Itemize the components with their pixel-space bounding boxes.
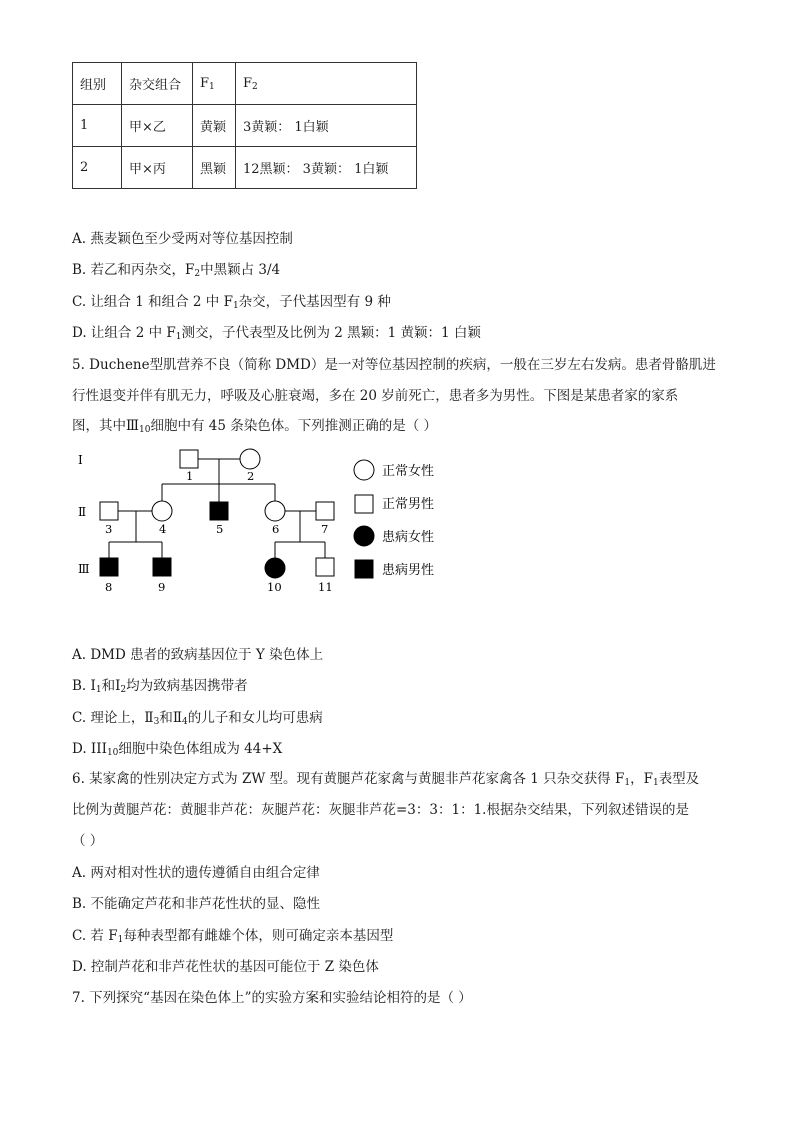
table-cell: 12黑颖： 3黄颖： 1白颖	[236, 147, 417, 189]
q6-stem-line1: 6. 某家禽的性别决定方式为 ZW 型。现有黄腿芦花家禽与黄腿非芦花家禽各 1 只杂交获得 $F_1$，$F_1$表型及	[72, 771, 700, 788]
q6-option-c: C. 若 $F_1$每种表型都有雌雄个体，则可确定亲本基因型	[72, 928, 394, 945]
individual-1	[180, 450, 198, 468]
individual-6	[265, 501, 285, 521]
individual-3	[100, 502, 118, 520]
individual-8	[100, 558, 118, 576]
legend-affected-male-symbol	[355, 560, 373, 578]
legend-normal-female: 正常女性	[382, 464, 435, 479]
id-11: 11	[318, 580, 333, 594]
q5-option-d: D. $III_{10}$细胞中染色体组成为 44+X	[72, 741, 283, 758]
individual-5	[210, 502, 228, 520]
id-6: 6	[272, 522, 280, 536]
q6-stem-line3: （ ）	[72, 833, 104, 849]
table-cell: 甲×乙	[122, 105, 193, 147]
individual-10	[265, 558, 285, 578]
table-cell: 1	[73, 105, 122, 147]
generation-label-2: Ⅱ	[78, 505, 87, 519]
table-cell: 黑颖	[193, 147, 236, 189]
id-4: 4	[159, 522, 167, 536]
table-row	[73, 147, 417, 189]
q5-stem-line3: 图，其中$Ⅲ_{10}$细胞中有 45 条染色体。下列推测正确的是（ ）	[72, 418, 438, 435]
q6-option-a: A. 两对相对性状的遗传遵循自由组合定律	[72, 865, 320, 881]
id-7: 7	[321, 522, 329, 536]
legend-normal-male: 正常男性	[382, 497, 435, 512]
q4-option-d: D. 让组合 2 中 $F_1$测交，子代表型及比例为 2 黑颖：1 黄颖：1 白颖	[72, 325, 481, 342]
individual-4	[152, 501, 172, 521]
table-cell: 2	[73, 147, 122, 189]
legend-affected-male: 患病男性	[382, 563, 435, 578]
q6-option-b: B. 不能确定芦花和非芦花性状的显、隐性	[72, 896, 321, 912]
q4-option-c: C. 让组合 1 和组合 2 中 $F_1$杂交，子代基因型有 9 种	[72, 294, 391, 311]
id-2: 2	[247, 469, 255, 483]
table-cell: 黄颖	[193, 105, 236, 147]
legend-affected-female-symbol	[354, 526, 374, 546]
individual-2	[240, 449, 260, 469]
id-10: 10	[267, 580, 282, 594]
header-f2: $F_2$	[236, 63, 417, 105]
individual-11	[316, 558, 334, 576]
q4-option-a: A. 燕麦颖色至少受两对等位基因控制	[72, 231, 293, 247]
legend-affected-female: 患病女性	[382, 530, 435, 545]
q5-stem-line2: 行性退变并伴有肌无力，呼吸及心脏衰竭，多在 20 岁前死亡，患者多为男性。下图是某患者家的家系	[72, 388, 679, 404]
q4-option-b: B. 若乙和丙杂交，$F_2$中黑颖占 3/4	[72, 262, 281, 279]
generation-label-3: Ⅲ	[78, 562, 90, 576]
legend-normal-male-symbol	[355, 495, 373, 513]
table-cell: 甲×丙	[122, 147, 193, 189]
id-5: 5	[216, 522, 224, 536]
legend-normal-female-symbol	[354, 460, 374, 480]
individual-7	[316, 502, 334, 520]
q5-stem-line1: 5. Duchene型肌营养不良（简称 DMD）是一对等位基因控制的疾病，一般在三岁左右发病。患者骨骼肌进	[72, 357, 716, 373]
q5-option-c: C. 理论上，$Ⅱ_3$和$Ⅱ_4$的儿子和女儿均可患病	[72, 710, 323, 727]
table-header-row	[73, 63, 417, 105]
table-cell: 3黄颖： 1白颖	[236, 105, 417, 147]
q6-stem-line2: 比例为黄腿芦花：黄腿非芦花：灰腿芦花：灰腿非芦花=3：3：1：1.根据杂交结果，下列叙述错误的是	[72, 802, 689, 818]
q5-option-b: B. $Ⅰ_1$和$Ⅰ_2$均为致病基因携带者	[72, 678, 248, 695]
header-cross: 杂交组合	[122, 63, 193, 105]
id-8: 8	[105, 580, 113, 594]
individual-9	[153, 558, 171, 576]
generation-label-1: Ⅰ	[78, 453, 83, 467]
header-group: 组别	[73, 63, 122, 105]
q6-option-d: D. 控制芦花和非芦花性状的基因可能位于 Z 染色体	[72, 959, 379, 975]
table-row	[73, 105, 417, 147]
q5-option-a: A. DMD 患者的致病基因位于 Y 染色体上	[72, 647, 324, 663]
header-f1: $F_1$	[193, 63, 236, 105]
pedigree-chart	[72, 444, 472, 604]
q7-stem-line1: 7. 下列探究“基因在染色体上”的实验方案和实验结论相符的是（ ）	[72, 990, 472, 1006]
id-9: 9	[158, 580, 166, 594]
id-1: 1	[186, 469, 194, 483]
id-3: 3	[105, 522, 113, 536]
cross-results-table	[72, 62, 417, 189]
